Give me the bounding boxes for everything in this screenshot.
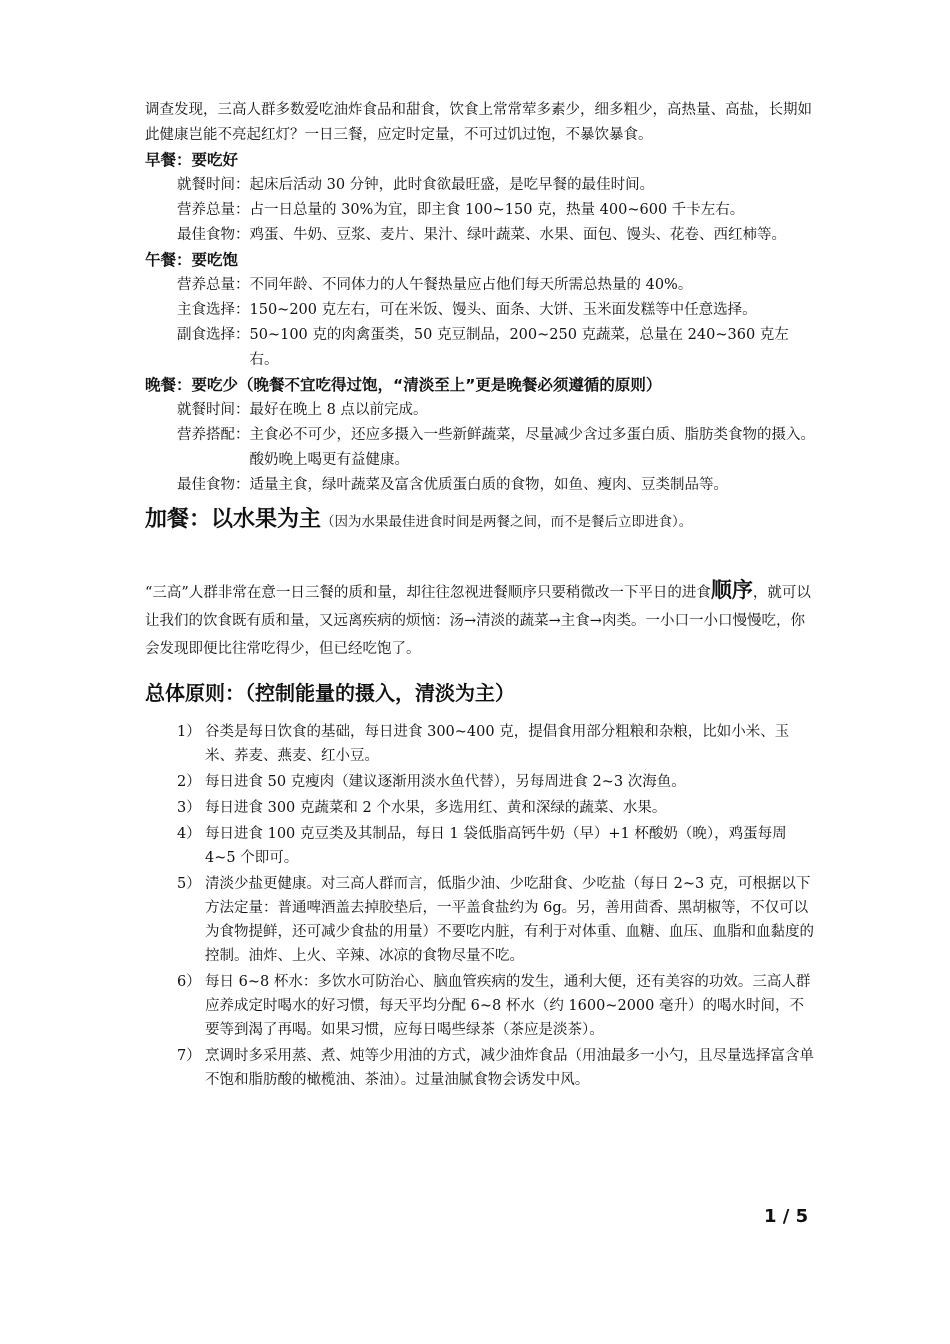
- dinner-row-time: [145, 398, 815, 423]
- breakfast-row-nutrition: [145, 198, 815, 223]
- list-number: 6）: [177, 973, 201, 990]
- list-number: 2）: [177, 773, 201, 790]
- overall-heading: 总体原则：（控制能量的摄入，清淡为主）: [145, 680, 515, 705]
- lunch-row-side: [145, 323, 815, 373]
- breakfast-row-time: [145, 173, 815, 198]
- row-label: 营养总量：: [177, 277, 250, 293]
- row-text: 150~200 克左右，可在米饭、馒头、面条、大饼、玉米面发糕等中任意选择。: [249, 302, 757, 318]
- row-text: 起床后活动 30 分钟，此时食欲最旺盛，是吃早餐的最佳时间。: [249, 177, 655, 193]
- row-label: 最佳食物：: [177, 477, 250, 493]
- eating-order-paragraph: [145, 576, 815, 663]
- list-text: 清淡少盐更健康。对三高人群而言，低脂少油、少吃甜食、少吃盐（每日 2~3 克，可根据以下方法定量：普通啤酒盖去掉胶垫后，一平盖食盐约为 6g。另，善用茴香、黑胡椒等，不仅可以为食物提鲜，还可减少食盐的用量）不要吃内脏，有利于对体重、血糖、血压、血脂和血黏度的控制。油炸、上火、辛辣、冰凉的食物尽量不吃。: [205, 875, 814, 964]
- list-item: [145, 770, 815, 794]
- breakfast-row-foods: [145, 223, 815, 248]
- list-text: 每日进食 100 克豆类及其制品，每日 1 袋低脂高钙牛奶（早）+1 杯酸奶（晚），鸡蛋每周 4~5 个即可。: [205, 825, 787, 866]
- principles-list: [145, 720, 815, 1092]
- row-label: 副食选择：: [177, 327, 250, 343]
- row-text: 主食必不可少，还应多摄入一些新鲜蔬菜，尽量减少含过多蛋白质、脂肪类食物的摄入。酸奶晚上喝更有益健康。: [249, 427, 815, 468]
- dinner-row-pairing: [145, 423, 815, 473]
- list-text: 烹调时多采用蒸、煮、炖等少用油的方式，减少油炸食品（用油最多一小勺，且尽量选择富含单不饱和脂肪酸的橄榄油、茶油）。过量油腻食物会诱发中风。: [205, 1047, 814, 1088]
- lunch-row-staple: [145, 298, 815, 323]
- snack-note: （因为水果最佳进食时间是两餐之间，而不是餐后立即进食）。: [321, 514, 693, 530]
- row-label: 营养搭配：: [177, 427, 250, 443]
- list-item: [145, 796, 815, 820]
- order-text-2: ，就可以让我们的饮食既有质和量，又远离疾病的烦恼：汤→清淡的蔬菜→主食→肉类。一小口一小口慢慢吃，你会发现即便比往常吃得少，但已经吃饱了。: [145, 585, 811, 657]
- order-emphasis: 顺序: [710, 578, 753, 602]
- list-item: [145, 970, 815, 1042]
- list-text: 谷类是每日饮食的基础，每日进食 300~400 克，提倡食用部分粗粮和杂粮，比如小米、玉米、荞麦、燕麦、红小豆。: [205, 723, 790, 764]
- order-text-1: “三高”人群非常在意一日三餐的质和量，却往往忽视进餐顺序只要稍微改一下平日的进食: [145, 585, 711, 601]
- dinner-heading: 晚餐：要吃少（晚餐不宜吃得过饱，“清淡至上”更是晚餐必须遵循的原则）: [145, 376, 662, 394]
- row-text: 不同年龄、不同体力的人午餐热量应占他们每天所需总热量的 40%。: [249, 277, 693, 293]
- row-label: 就餐时间：: [177, 177, 250, 193]
- list-number: 4）: [177, 825, 201, 842]
- row-text: 占一日总量的 30%为宜，即主食 100~150 克，热量 400~600 千卡左右。: [249, 202, 745, 218]
- list-text: 每日进食 50 克瘦肉（建议逐渐用淡水鱼代替），另每周进食 2~3 次海鱼。: [205, 773, 686, 790]
- list-number: 5）: [177, 875, 201, 892]
- row-label: 主食选择：: [177, 302, 250, 318]
- list-number: 1）: [177, 723, 201, 740]
- page-number: 1 / 5: [764, 1206, 809, 1227]
- row-label: 最佳食物：: [177, 227, 250, 243]
- list-item: [145, 822, 815, 870]
- lunch-heading: 午餐：要吃饱: [145, 251, 239, 269]
- list-item: [145, 1044, 815, 1092]
- dinner-row-foods: [145, 473, 815, 498]
- list-text: 每日 6~8 杯水：多饮水可防治心、脑血管疾病的发生，通利大便，还有美容的功效。三高人群应养成定时喝水的好习惯，每天平均分配 6~8 杯水（约 1600~2000 毫升）的喝水时间，不要等到渴了再喝。如果习惯，应每日喝些绿茶（茶应是淡茶）。: [205, 973, 811, 1038]
- snack-heading: 加餐：以水果为主: [145, 507, 322, 532]
- list-item: [145, 720, 815, 768]
- list-item: [145, 872, 815, 968]
- row-label: 就餐时间：: [177, 402, 250, 418]
- intro-paragraph: 调查发现，三高人群多数爱吃油炸食品和甜食，饮食上常常荤多素少，细多粗少，高热量、高盐，长期如此健康岂能不亮起红灯？一日三餐，应定时定量，不可过饥过饱，不暴饮暴食。: [145, 102, 812, 143]
- document-page: [145, 98, 815, 1094]
- row-text: 50~100 克的肉禽蛋类，50 克豆制品，200~250 克蔬菜，总量在 240~360 克左右。: [249, 327, 789, 368]
- snack-line: [145, 504, 815, 538]
- lunch-row-nutrition: [145, 273, 815, 298]
- breakfast-heading: 早餐：要吃好: [145, 151, 239, 169]
- row-label: 营养总量：: [177, 202, 250, 218]
- list-text: 每日进食 300 克蔬菜和 2 个水果，多选用红、黄和深绿的蔬菜、水果。: [205, 799, 667, 816]
- row-text: 最好在晚上 8 点以前完成。: [249, 402, 428, 418]
- list-number: 3）: [177, 799, 201, 816]
- row-text: 鸡蛋、牛奶、豆浆、麦片、果汁、绿叶蔬菜、水果、面包、馒头、花卷、西红柿等。: [249, 227, 786, 243]
- list-number: 7）: [177, 1047, 201, 1064]
- row-text: 适量主食，绿叶蔬菜及富含优质蛋白质的食物，如鱼、瘦肉、豆类制品等。: [249, 477, 728, 493]
